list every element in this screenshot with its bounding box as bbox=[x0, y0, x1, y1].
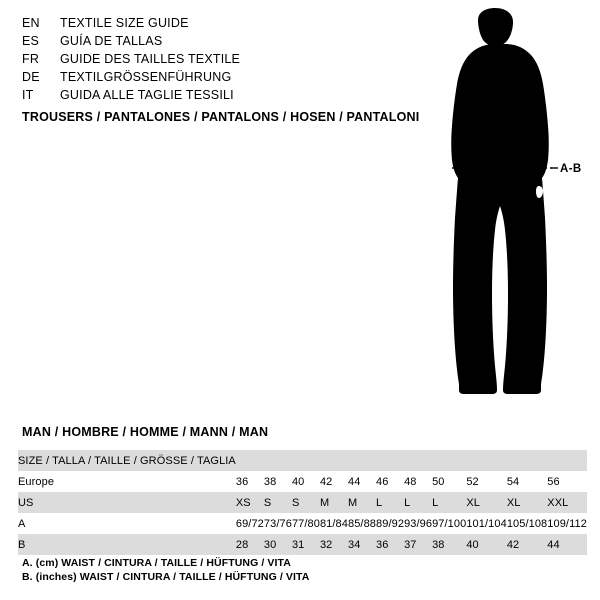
a-value-5: 85/88 bbox=[348, 517, 377, 530]
language-title-it: GUIDA ALLE TAGLIE TESSILI bbox=[60, 88, 234, 102]
language-code-de: DE bbox=[22, 70, 40, 84]
b-value-5: 34 bbox=[348, 534, 376, 555]
a-value-6: 89/92 bbox=[376, 517, 405, 530]
a-value-11: 109/112 bbox=[547, 517, 587, 530]
b-value-3: 31 bbox=[292, 534, 320, 555]
b-value-9: 40 bbox=[466, 534, 506, 555]
a-value-8: 97/100 bbox=[432, 517, 467, 530]
header-cell-4 bbox=[320, 450, 348, 471]
a-value-4: 81/84 bbox=[319, 517, 348, 530]
europe-value-1: 36 bbox=[235, 475, 249, 488]
europe-value-9: 52 bbox=[466, 475, 479, 488]
europe-value-10: 54 bbox=[506, 475, 520, 488]
b-value-2: 30 bbox=[264, 534, 292, 555]
header-cell-11 bbox=[547, 450, 587, 471]
table-row-header bbox=[18, 450, 587, 471]
europe-value-6: 46 bbox=[376, 475, 389, 488]
b-value-10: 42 bbox=[507, 534, 547, 555]
language-row-es bbox=[22, 32, 422, 50]
language-row-en bbox=[22, 14, 422, 32]
header-cell-8 bbox=[432, 450, 466, 471]
us-value-5: M bbox=[348, 492, 376, 513]
row-label-size: SIZE / TALLA / TAILLE / GRÖSSE / TAGLIA bbox=[18, 450, 236, 471]
header-cell-3 bbox=[292, 450, 320, 471]
us-value-2: S bbox=[264, 492, 292, 513]
europe-value-5: 44 bbox=[348, 475, 361, 488]
table-row-b bbox=[18, 534, 587, 555]
language-code-it: IT bbox=[22, 88, 34, 102]
note-a: A. (cm) WAIST / CINTURA / TAILLE / HÜFTUNG / VITA bbox=[22, 557, 291, 569]
row-label-b: B bbox=[18, 534, 236, 555]
size-table bbox=[18, 450, 587, 555]
us-value-3: S bbox=[292, 492, 320, 513]
europe-value-8: 50 bbox=[432, 475, 445, 488]
b-value-1: 28 bbox=[236, 534, 264, 555]
us-value-6: L bbox=[376, 492, 404, 513]
europe-value-3: 40 bbox=[291, 475, 305, 488]
us-value-7: L bbox=[404, 492, 432, 513]
language-title-en: TEXTILE SIZE GUIDE bbox=[60, 16, 189, 30]
table-row-us bbox=[18, 492, 587, 513]
language-row-de bbox=[22, 68, 422, 86]
row-label-us: US bbox=[18, 492, 236, 513]
measurement-notes bbox=[22, 556, 309, 584]
a-value-3: 77/80 bbox=[291, 517, 320, 530]
b-value-8: 38 bbox=[432, 534, 466, 555]
table-row-a bbox=[18, 513, 587, 534]
language-title-es: GUÍA DE TALLAS bbox=[60, 34, 163, 48]
europe-value-11: 56 bbox=[547, 475, 560, 488]
europe-value-2: 38 bbox=[263, 475, 277, 488]
language-code-es: ES bbox=[22, 34, 40, 48]
a-value-2: 73/76 bbox=[263, 517, 292, 530]
a-value-10: 105/108 bbox=[506, 517, 548, 530]
europe-value-4: 42 bbox=[319, 475, 333, 488]
a-value-1: 69/72 bbox=[235, 517, 264, 530]
europe-value-7: 48 bbox=[404, 475, 417, 488]
language-row-fr bbox=[22, 50, 422, 68]
header-cell-2 bbox=[264, 450, 292, 471]
b-value-4: 32 bbox=[320, 534, 348, 555]
language-title-fr: GUIDE DES TAILLES TEXTILE bbox=[60, 52, 241, 66]
b-value-11: 44 bbox=[547, 534, 587, 555]
language-row-it bbox=[22, 86, 422, 104]
a-value-9: 101/104 bbox=[466, 517, 507, 530]
language-code-en: EN bbox=[22, 16, 40, 30]
header-cell-7 bbox=[404, 450, 432, 471]
garment-type-subtitle: TROUSERS / PANTALONES / PANTALONS / HOSEN / PANTALONI bbox=[22, 110, 420, 124]
a-value-7: 93/96 bbox=[404, 517, 433, 530]
language-title-block bbox=[22, 14, 422, 104]
header-cell-6 bbox=[376, 450, 404, 471]
us-value-4: M bbox=[320, 492, 348, 513]
header-cell-9 bbox=[466, 450, 506, 471]
header-cell-1 bbox=[236, 450, 264, 471]
row-label-a: A bbox=[18, 517, 26, 530]
us-value-9: XL bbox=[466, 492, 506, 513]
figure-area bbox=[400, 8, 600, 408]
man-silhouette-icon bbox=[400, 8, 600, 408]
us-value-1: XS bbox=[236, 492, 264, 513]
measure-label-ab: A-B bbox=[560, 163, 582, 175]
header-cell-5 bbox=[348, 450, 376, 471]
b-value-6: 36 bbox=[376, 534, 404, 555]
row-label-europe: Europe bbox=[18, 475, 55, 488]
header-cell-10 bbox=[507, 450, 547, 471]
table-row-europe bbox=[18, 471, 587, 492]
us-value-11: XXL bbox=[547, 492, 587, 513]
note-b: B. (inches) WAIST / CINTURA / TAILLE / HÜFTUNG / VITA bbox=[22, 571, 310, 583]
us-value-8: L bbox=[432, 492, 466, 513]
b-value-7: 37 bbox=[404, 534, 432, 555]
table-title-man: MAN / HOMBRE / HOMME / MANN / MAN bbox=[22, 425, 269, 439]
language-title-de: TEXTILGRÖSSENFÜHRUNG bbox=[60, 70, 232, 84]
us-value-10: XL bbox=[507, 492, 547, 513]
language-code-fr: FR bbox=[22, 52, 40, 66]
